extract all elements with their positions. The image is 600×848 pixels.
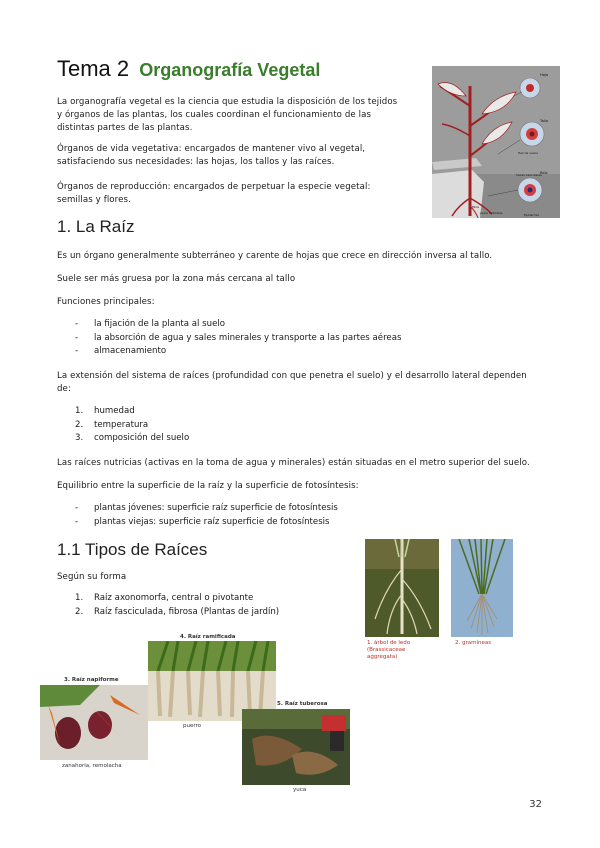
collage-caption-tuberosa: 5. Raíz tuberosa bbox=[277, 701, 328, 707]
diagram-label-hoja: Hoja bbox=[540, 73, 549, 77]
tuberous-root-photo bbox=[242, 709, 350, 785]
fibrous-root-photo bbox=[451, 539, 513, 637]
raiz-paragraph-1: Es un órgano generalmente subterráneo y carente de hojas que crece en dirección inversa al tallo. bbox=[57, 251, 493, 261]
intro-paragraph-2: Órganos de vida vegetativa: encargados de mantener vivo al vegetal, satisfaciendo sus necesidades: las hojas, los tallos y las raíces. bbox=[57, 144, 366, 167]
collage-sub-yuca: yuca bbox=[293, 787, 307, 793]
diagram-label-haces: haces vasculares bbox=[516, 173, 542, 177]
intro-paragraph-3: Órganos de reproducción: encargados de perpetuar la especie vegetal: semillas y flores. bbox=[57, 182, 371, 205]
diagram-label-epi: Epidermis bbox=[524, 213, 539, 217]
collage-sub-remolacha: zanahoria, remolacha bbox=[62, 763, 122, 769]
list-item: 2. temperatura bbox=[75, 419, 149, 430]
balance-list bbox=[57, 502, 338, 529]
page-title bbox=[57, 56, 320, 82]
raiz-paragraph-3: Funciones principales: bbox=[57, 297, 155, 307]
intro-paragraph-1: La organografía vegetal es la ciencia que estudia la disposición de los tejidos y órganos de las plantas, los cuales coordinan el funcionamiento de las distintas partes de las plantas. bbox=[57, 97, 398, 133]
list-item: - plantas jóvenes: superficie raíz superficie de fotosíntesis bbox=[75, 503, 338, 513]
tipos-subhead: Según su forma bbox=[57, 572, 127, 582]
collage-caption-ramificada: 4. Raíz ramificada bbox=[180, 634, 236, 640]
raiz-paragraph-4: La extensión del sistema de raíces (profundidad con que penetra el suelo) y el desarrollo lateral dependen de: bbox=[57, 371, 527, 394]
section-heading-la-raiz: 1. La Raíz bbox=[57, 217, 135, 236]
root-types-collage bbox=[40, 633, 350, 798]
section-heading-tipos-raices: 1.1 Tipos de Raíces bbox=[57, 540, 208, 559]
collage-sub-puerro: puerro bbox=[183, 723, 202, 729]
diagram-label-raiz: Raíz bbox=[540, 171, 548, 175]
list-item: - la fijación de la planta al suelo bbox=[75, 319, 226, 329]
factors-list bbox=[57, 405, 189, 446]
functions-list bbox=[57, 318, 401, 359]
list-item: 1. Raíz axonomorfa, central o pivotante bbox=[75, 593, 254, 603]
title-sub: Organografía Vegetal bbox=[139, 60, 321, 80]
raiz-paragraph-2: Suele ser más gruesa por la zona más cercana al tallo bbox=[57, 274, 296, 284]
page-number: 32 bbox=[529, 799, 542, 810]
taproot-photo bbox=[365, 539, 439, 637]
napiform-root-photo bbox=[40, 685, 148, 760]
plant-organs-diagram bbox=[432, 66, 560, 218]
list-item: - plantas viejas: superficie raíz superficie de fotosíntesis bbox=[75, 516, 330, 527]
fibrous-caption: 2. gramíneas bbox=[455, 640, 492, 646]
title-main: Tema 2 bbox=[57, 56, 130, 81]
diagram-label-tallo: Tallo bbox=[540, 119, 548, 123]
taproot-caption: 1. árbol de ledo (Brassicaceae aggregata) bbox=[367, 640, 411, 660]
list-item: - almacenamiento bbox=[75, 346, 167, 356]
diagram-label-pelos: pelos radicales bbox=[480, 211, 503, 215]
list-item: 1. humedad bbox=[75, 406, 135, 416]
list-item: - la absorción de agua y sales minerales y transporte a las partes aéreas bbox=[75, 332, 402, 343]
types-list bbox=[57, 592, 279, 619]
raiz-paragraph-5: Las raíces nutricias (activas en la toma de agua y minerales) están situadas en el metro superior del suelo. bbox=[57, 458, 530, 468]
collage-caption-napiforme: 3. Raíz napiforme bbox=[64, 677, 119, 683]
diagram-label-fibra: fibra bbox=[472, 205, 479, 209]
list-item: 3. composición del suelo bbox=[75, 433, 190, 443]
list-item: 2. Raíz fasciculada, fibrosa (Plantas de jardín) bbox=[75, 606, 280, 617]
diagram-label-haz: Haz de vasos bbox=[518, 151, 538, 155]
raiz-paragraph-6: Equilibrio entre la superficie de la raíz y la superficie de fotosíntesis: bbox=[57, 481, 359, 491]
